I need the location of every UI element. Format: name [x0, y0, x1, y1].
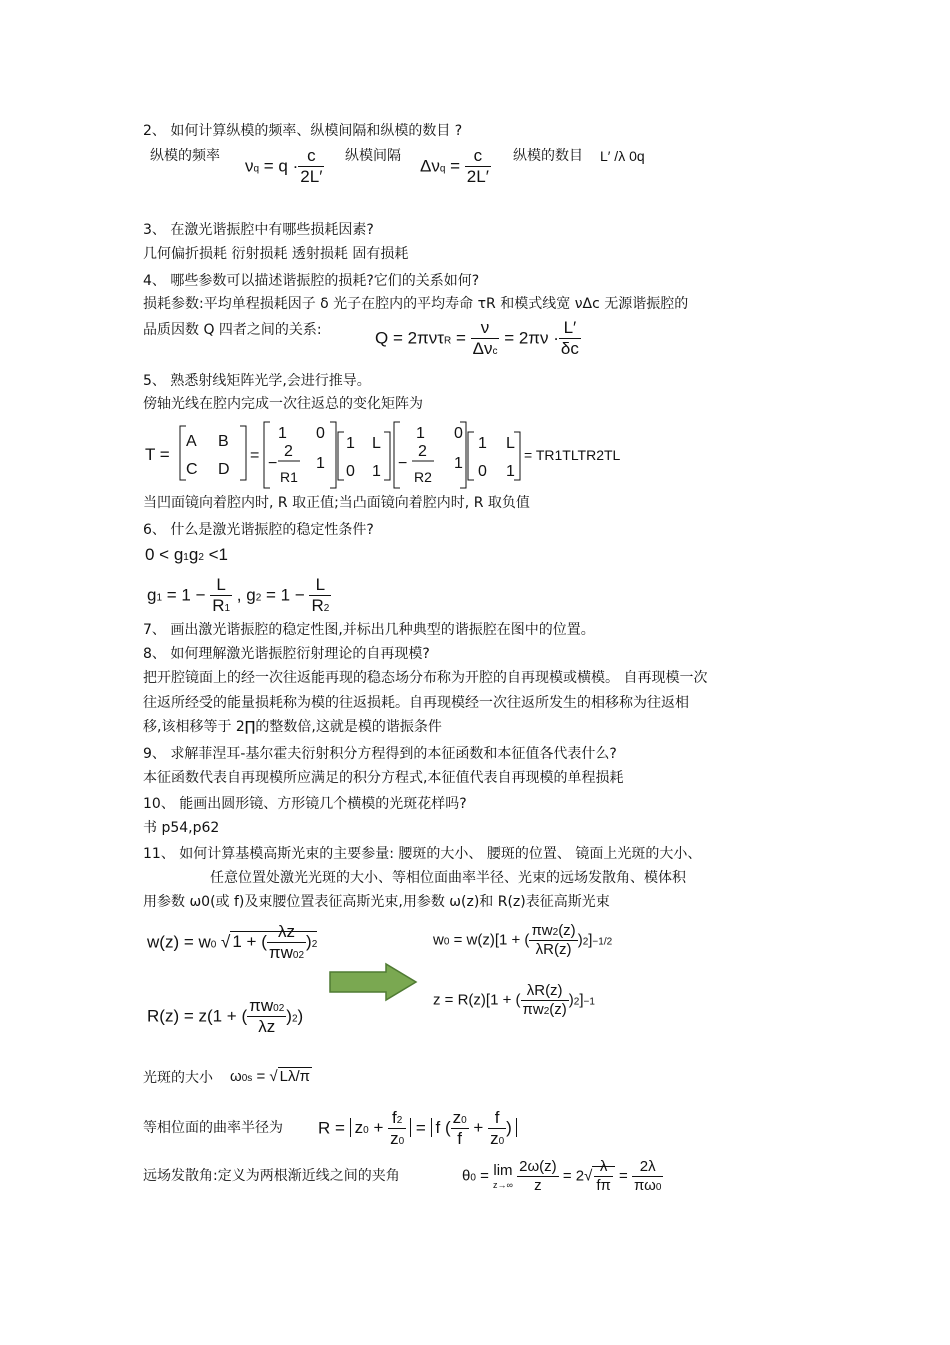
q2-spacing-label: 纵模间隔: [345, 148, 401, 164]
m4-11: 1: [478, 435, 487, 452]
m4-22: 1: [506, 463, 515, 480]
m3-22: 1: [454, 455, 463, 472]
divergence-formula: θ0 = lim z→∞ $\frac{2\omega(z)}{z}$ = 2√ $\frac{\lambda}{f\pi}$ = $\frac{2\lambda}{\pi\omega 0}$: [462, 1158, 662, 1194]
spot-label: 光斑的大小: [143, 1070, 213, 1086]
q8-line3: 移,该相移等于 2∏的整数倍,这就是模的谐振条件: [143, 719, 442, 735]
m1-num: 2: [284, 443, 293, 460]
q7-question: 7、 画出激光谐振腔的稳定性图,并标出几种典型的谐振腔在图中的位置。: [143, 622, 595, 638]
q10-answer: 书 p54,p62: [143, 820, 220, 836]
m3-minus: −: [398, 455, 408, 472]
q2-freq-label: 纵模的频率: [150, 148, 220, 164]
q2-count-label: 纵模的数目: [513, 148, 583, 164]
curvature-label: 等相位面的曲率半径为: [143, 1120, 283, 1136]
svg-text:=: =: [250, 447, 260, 464]
matrix-c: C: [186, 461, 198, 478]
m1-12: 0: [316, 425, 325, 442]
q6-condition: 0 < g1g2 <1: [145, 545, 228, 564]
spot-formula: ω0s = √ Lλ/π: [230, 1068, 310, 1085]
m1-11: 1: [278, 425, 287, 442]
q6-question: 6、 什么是激光谐振腔的稳定性条件?: [143, 522, 374, 538]
m1-minus: −: [268, 455, 278, 472]
q3-question: 3、 在激光谐振腔中有哪些损耗因素?: [143, 222, 374, 238]
arrow-right-icon: [328, 962, 420, 1002]
formula-w0: w0 = w(z)[1 + ( $\frac{\pi w2(z)}{\lambda R(z)}$ )2]−1/2: [433, 922, 613, 958]
m3-num: 2: [418, 443, 427, 460]
q4-formula: Q = 2πντR = $\frac{\nu}{\text{Δνc}}$ = 2πν · $\frac{L'}{\delta c}$: [375, 318, 579, 359]
formula-z: z = R(z)[1 + ( $\frac{\lambda R(z)}{\pi w2(z)}$ )2]−1: [433, 982, 595, 1018]
q2-question: 2、 如何计算纵模的频率、纵模间隔和纵模的数目 ?: [143, 123, 463, 139]
m4-21: 0: [478, 463, 487, 480]
matrix-b: B: [218, 433, 229, 450]
m3-11: 1: [416, 425, 425, 442]
q2-freq-formula: νq = q · $\frac{c}{2L'}$: [245, 146, 323, 187]
q11-question-line2: 任意位置处激光光斑的大小、等相位面曲率半径、光束的远场发散角、模体积: [210, 870, 686, 886]
q2-count-formula: L′ /λ 0q: [600, 148, 645, 164]
matrix-a: A: [186, 433, 197, 450]
q4-question: 4、 哪些参数可以描述谐振腔的损耗?它们的关系如何?: [143, 273, 480, 289]
q5-note: 当凹面镜向着腔内时, R 取正值;当凸面镜向着腔内时, R 取负值: [143, 495, 530, 511]
q8-question: 8、 如何理解激光谐振腔衍射理论的自再现模?: [143, 646, 430, 662]
q8-line1: 把开腔镜面上的经一次往返能再现的稳态场分布称为开腔的自再现模或横模。 自再现模一次: [143, 670, 708, 686]
m2-22: 1: [372, 463, 381, 480]
q9-question: 9、 求解菲涅耳-基尔霍夫衍射积分方程得到的本征函数和本征值各代表什么?: [143, 746, 617, 762]
m1-22: 1: [316, 455, 325, 472]
q10-question: 10、 能画出圆形镜、方形镜几个横模的光斑花样吗?: [143, 796, 467, 812]
q5-question: 5、 熟悉射线矩阵光学,会进行推导。: [143, 373, 371, 389]
q3-answer: 几何偏折损耗 衍射损耗 透射损耗 固有损耗: [143, 246, 409, 262]
m2-21: 0: [346, 463, 355, 480]
m4-12: L: [506, 435, 515, 452]
ray-transfer-matrix: [170, 420, 630, 492]
m3-12: 0: [454, 425, 463, 442]
q2-spacing-formula: Δνq = $\frac{c}{2L'}$: [420, 146, 489, 187]
q8-line2: 往返所经受的能量损耗称为模的往返损耗。自再现模经一次往返所发生的相移称为往返相: [143, 695, 689, 711]
matrix-d: D: [218, 461, 230, 478]
q11-param-line: 用参数 ω0(或 f)及束腰位置表征高斯光束,用参数 ω(z)和 R(z)表征高斯光束: [143, 894, 610, 910]
formula-w-z: w(z) = w0 √ 1 + ( $\frac{\lambda z}{\pi w02}$ )2: [147, 922, 318, 963]
q4-answer-line1: 损耗参数:平均单程损耗因子 δ 光子在腔内的平均寿命 τR 和模式线宽 νΔc 无源谐振腔的: [143, 296, 689, 312]
divergence-label: 远场发散角:定义为两根渐近线之间的夹角: [143, 1168, 400, 1184]
q4-answer-line2: 品质因数 Q 四者之间的关系:: [143, 322, 322, 338]
q11-question-line1: 11、 如何计算基模高斯光束的主要参量: 腰斑的大小、 腰斑的位置、 镜面上光斑的大小、: [143, 846, 702, 862]
q5-intro: 傍轴光线在腔内完成一次往返总的变化矩阵为: [143, 396, 423, 412]
m1-den: R1: [280, 469, 298, 485]
formula-R-z: R(z) = z(1 + ( $\frac{\pi w02}{\lambda z}$ )2): [147, 996, 304, 1037]
q6-g-defs: g1 = 1 − $\frac{L}{R1}$ , g2 = 1 − $\frac{L}{R2}$: [147, 575, 330, 616]
m2-11: 1: [346, 435, 355, 452]
curvature-formula: R = z0 + $\frac{f2}{z0}$ = f ( $\frac{z0}{f}$ + $\frac{f}{z0}$ ): [318, 1108, 517, 1150]
m3-den: R2: [414, 469, 432, 485]
matrix-lhs: T =: [145, 445, 170, 464]
matrix-rhs: = TR1TLTR2TL: [524, 447, 621, 463]
q9-answer: 本征函数代表自再现模所应满足的积分方程式,本征值代表自再现模的单程损耗: [143, 770, 624, 786]
m2-12: L: [372, 435, 381, 452]
